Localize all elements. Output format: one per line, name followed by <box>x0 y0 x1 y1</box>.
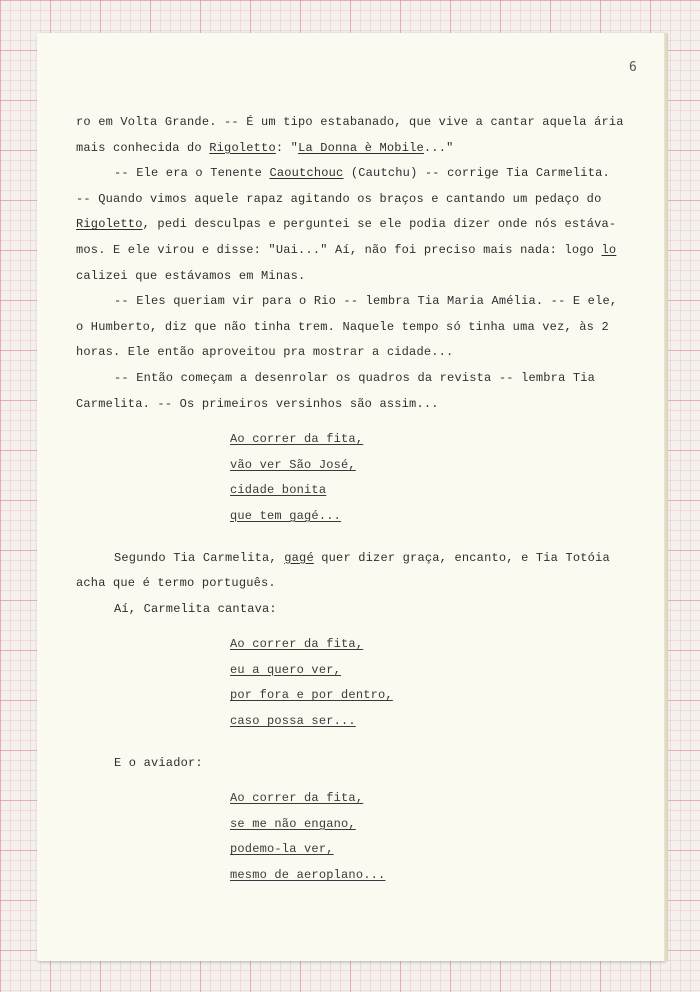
text-line: o Humberto, diz que não tinha trem. Naquele tempo só tinha uma vez, às 2 <box>76 319 609 334</box>
text-line: -- Quando vimos aquele rapaz agitando os braços e cantando um pedaço do <box>76 191 602 206</box>
text-line: mais conhecida do Rigoletto: "La Donna è Mobile..." <box>76 140 454 155</box>
verse-line: que tem gagé... <box>230 508 342 523</box>
text-line: Rigoletto, pedi desculpas e perguntei se ele podia dizer onde nós estáva- <box>76 217 617 232</box>
typewritten-text <box>76 110 656 889</box>
verse-line: cidade bonita <box>230 483 327 498</box>
text-line: horas. Ele então aproveitou pra mostrar a cidade... <box>76 345 454 360</box>
underlined-title: La Donna è Mobile <box>298 140 424 155</box>
text-line: acha que é termo português. <box>76 576 276 591</box>
verse-block <box>76 427 656 529</box>
verse-block <box>76 632 656 734</box>
underlined-word: lo <box>601 242 617 257</box>
verse-block <box>76 786 656 888</box>
text-line: -- Ele era o Tenente Caoutchouc (Cautchu) -- corrige Tia Carmelita. <box>114 166 610 181</box>
text-line: E o aviador: <box>114 755 203 770</box>
verse-line: Ao correr da fita, <box>230 637 364 652</box>
verse-line: podemo-la ver, <box>230 842 334 857</box>
text-line: mos. E ele virou e disse: "Uai..." Aí, não foi preciso mais nada: logo lo <box>76 242 617 257</box>
underlined-title: Rigoletto <box>76 217 143 232</box>
underlined-title: Rigoletto <box>209 140 276 155</box>
verse-line: mesmo de aeroplano... <box>230 868 386 883</box>
verse-line: vão ver São José, <box>230 457 356 472</box>
text-line: -- Eles queriam vir para o Rio -- lembra Tia Maria Amélia. -- E ele, <box>114 294 618 309</box>
text-line: ro em Volta Grande. -- É um tipo estabanado, que vive a cantar aquela ária <box>76 115 624 129</box>
text-line: calizei que estávamos em Minas. <box>76 268 306 283</box>
text-line: Segundo Tia Carmelita, gagé quer dizer graça, encanto, e Tia Totóia <box>114 550 610 565</box>
page-number: 6 <box>629 60 637 75</box>
verse-line: Ao correr da fita, <box>230 791 364 806</box>
verse-line: Ao correr da fita, <box>230 432 364 447</box>
underlined-word: Caoutchouc <box>269 166 344 181</box>
verse-line: eu a quero ver, <box>230 662 342 677</box>
text-line: -- Então começam a desenrolar os quadros da revista -- lembra Tia <box>114 370 596 385</box>
verse-line: se me não engano, <box>230 816 356 831</box>
verse-line: caso possa ser... <box>230 714 356 729</box>
verse-line: por fora e por dentro, <box>230 688 393 703</box>
text-line: Carmelita. -- Os primeiros versinhos são assim... <box>76 396 439 411</box>
text-line: Aí, Carmelita cantava: <box>114 601 277 616</box>
underlined-word: gagé <box>284 550 314 565</box>
